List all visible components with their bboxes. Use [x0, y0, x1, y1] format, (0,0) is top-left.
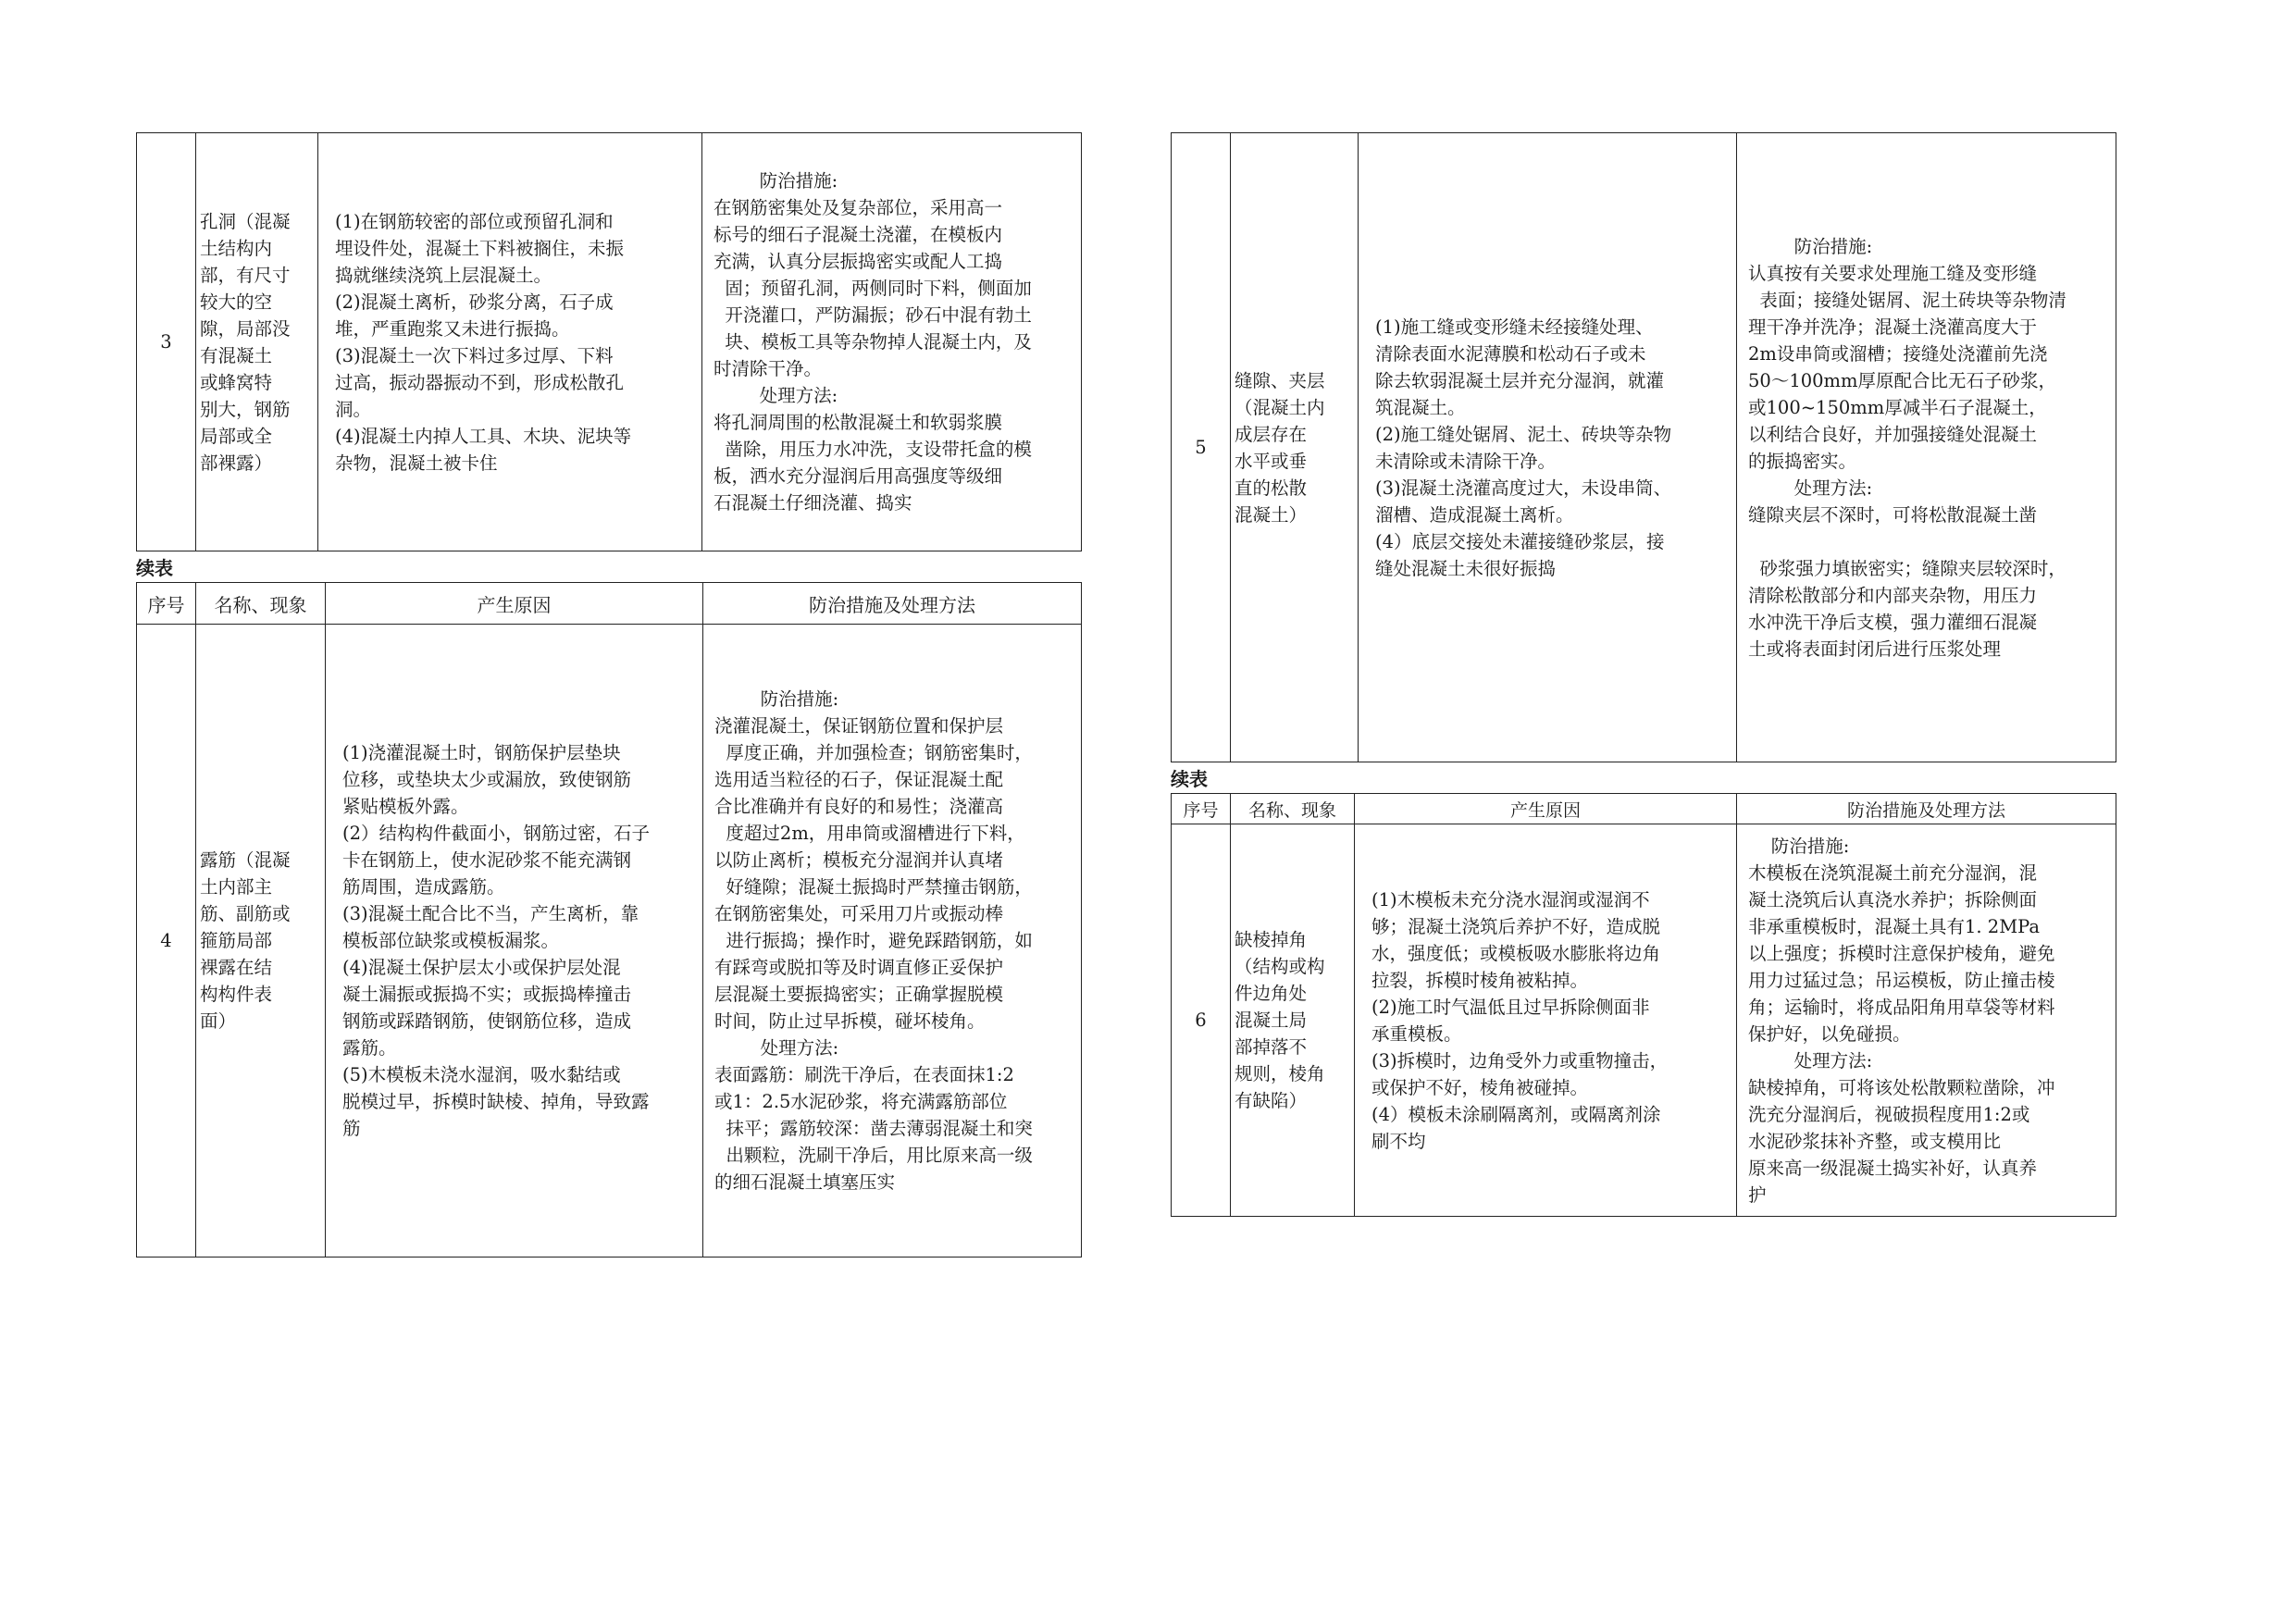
table-header: [137, 583, 1082, 625]
table-row4: [136, 582, 1082, 1258]
continued-label: 续表: [136, 557, 173, 579]
table-row5: [1171, 132, 2116, 762]
defect-measure: 防治措施: 木模板在浇筑混凝土前充分湿润，混 凝土浇筑后认真浇水养护；拆除侧面 非承重模板时，混凝土具有1. 2MPa 以上强度；拆模时注意保护棱角，避免 用力过猛过急；吊运模板，防止撞击棱 角；运输时，将成品阳角用草袋等材料 保护好，以免碰损。 处理方法: 缺棱掉角，可将该处松散颗粒凿除，冲 洗充分湿润后，视破损程度用1:2或 水泥砂浆抹补齐整，或支模用比 原来高一级混凝土捣实补好，认真养 护: [1737, 824, 2116, 1217]
table-row: [1172, 133, 2116, 762]
header-measure: 防治措施及处理方法: [703, 583, 1082, 625]
table-row: [1172, 824, 2116, 1217]
defect-measure: 防治措施: 浇灌混凝土，保证钢筋位置和保护层 厚度正确，并加强检查；钢筋密集时， 选用适当粒径的石子，保证混凝土配 合比准确并有良好的和易性；浇灌高 度超过2m，用串筒或溜槽进行下料， 以防止离析；模板充分湿润并认真堵 好缝隙；混凝土振捣时严禁撞击钢筋， 在钢筋密集处，可采用刀片或振动棒 进行振捣；操作时，避免踩踏钢筋，如 有踩弯或脱扣等及时调直修正妥保护 层混凝土要振捣密实；正确掌握脱模 时间，防止过早拆模，碰坏棱角。 处理方法: 表面露筋：刷洗干净后，在表面抹1:2 或1：2.5水泥砂浆，将充满露筋部位 抹平；露筋较深：凿去薄弱混凝土和突 出颗粒，洗刷干净后，用比原来高一级 的细石混凝土填塞压实: [703, 625, 1082, 1258]
defect-cause: (1)施工缝或变形缝未经接缝处理、 清除表面水泥薄膜和松动石子或未 除去软弱混凝土层并充分湿润，就灌 筑混凝土。 (2)施工缝处锯屑、泥土、砖块等杂物 未清除或未清除干净。 (3)混凝土浇灌高度过大，未设串筒、 溜槽、造成混凝土离析。 (4）底层交接处未灌接缝砂浆层，接 缝处混凝土未很好振捣: [1359, 133, 1737, 762]
defect-cause: (1)在钢筋较密的部位或预留孔洞和 埋设件处，混凝土下料被搁住，未振 捣就继续浇筑上层混凝土。 (2)混凝土离析，砂浆分离，石子成 堆，严重跑浆又未进行振捣。 (3)混凝土一次下料过多过厚、下料 过高，振动器振动不到，形成松散孔 洞。 (4)混凝土内掉人工具、木块、泥块等 杂物，混凝土被卡住: [318, 133, 702, 551]
table-header: [1172, 794, 2116, 824]
table-row: [137, 133, 1082, 551]
defect-name: 缝隙、夹层 （混凝土内 成层存在 水平或垂 直的松散 混凝土）: [1231, 133, 1359, 762]
continued-label: 续表: [1171, 768, 1208, 790]
row-number: 5: [1172, 133, 1231, 762]
defect-name: 露筋（混凝 土内部主 筋、副筋或 箍筋局部 裸露在结 构构件表 面）: [196, 625, 326, 1258]
row-number: 4: [137, 625, 196, 1258]
header-name: 名称、现象: [1231, 794, 1355, 824]
defect-name: 孔洞（混凝 土结构内 部，有尺寸 较大的空 隙，局部没 有混凝土 或蜂窝特 别大，钢筋 局部或全 部裸露）: [196, 133, 318, 551]
defect-name: 缺棱掉角 （结构或构 件边角处 混凝土局 部掉落不 规则，棱角 有缺陷）: [1231, 824, 1355, 1217]
header-measure: 防治措施及处理方法: [1737, 794, 2116, 824]
defect-cause: (1)浇灌混凝土时，钢筋保护层垫块 位移，或垫块太少或漏放，致使钢筋 紧贴模板外露。 (2）结构构件截面小，钢筋过密，石子 卡在钢筋上，使水泥砂浆不能充满钢 筋周围，造成露筋。 (3)混凝土配合比不当，产生离析，靠 模板部位缺浆或模板漏浆。 (4)混凝土保护层太小或保护层处混 凝土漏振或振捣不实；或振捣棒撞击 钢筋或踩踏钢筋，使钢筋位移，造成 露筋。 (5)木模板未浇水湿润，吸水黏结或 脱模过早，拆模时缺棱、掉角，导致露 筋: [326, 625, 703, 1258]
table-row3: [136, 132, 1082, 551]
header-cause: 产生原因: [1355, 794, 1737, 824]
header-name: 名称、现象: [196, 583, 326, 625]
row-number: 6: [1172, 824, 1231, 1217]
defect-measure: 防治措施: 在钢筋密集处及复杂部位，采用高一 标号的细石子混凝土浇灌，在模板内 充满，认真分层振捣密实或配人工捣 固；预留孔洞，两侧同时下料，侧面加 开浇灌口，严防漏振；砂石中混有勃土 块、模板工具等杂物掉人混凝土内，及 时清除干净。 处理方法: 将孔洞周围的松散混凝土和软弱浆膜 凿除，用压力水冲洗，支设带托盒的模 板，洒水充分湿润后用高强度等级细 石混凝土仔细浇灌、捣实: [702, 133, 1082, 551]
defect-cause: (1)木模板未充分浇水湿润或湿润不 够；混凝土浇筑后养护不好，造成脱 水，强度低；或模板吸水膨胀将边角 拉裂，拆模时棱角被粘掉。 (2)施工时气温低且过早拆除侧面非 承重模板。 (3)拆模时，边角受外力或重物撞击， 或保护不好，棱角被碰掉。 (4）模板未涂刷隔离剂，或隔离剂涂 刷不均: [1355, 824, 1737, 1217]
row-number: 3: [137, 133, 196, 551]
header-no: 序号: [1172, 794, 1231, 824]
table-row6: [1171, 793, 2116, 1217]
header-no: 序号: [137, 583, 196, 625]
header-cause: 产生原因: [326, 583, 703, 625]
defect-measure: 防治措施: 认真按有关要求处理施工缝及变形缝 表面；接缝处锯屑、泥土砖块等杂物清 理干净并洗净；混凝土浇灌高度大于 2m设串筒或溜槽；接缝处浇灌前先浇 50～100mm厚原配合比无石子砂浆， 或100~150mm厚减半石子混凝土， 以利结合良好，并加强接缝处混凝土 的振捣密实。 处理方法: 缝隙夹层不深时，可将松散混凝土凿 砂浆强力填嵌密实；缝隙夹层较深时， 清除松散部分和内部夹杂物，用压力 水冲洗干净后支模，强力灌细石混凝 土或将表面封闭后进行压浆处理: [1737, 133, 2116, 762]
table-row: [137, 625, 1082, 1258]
